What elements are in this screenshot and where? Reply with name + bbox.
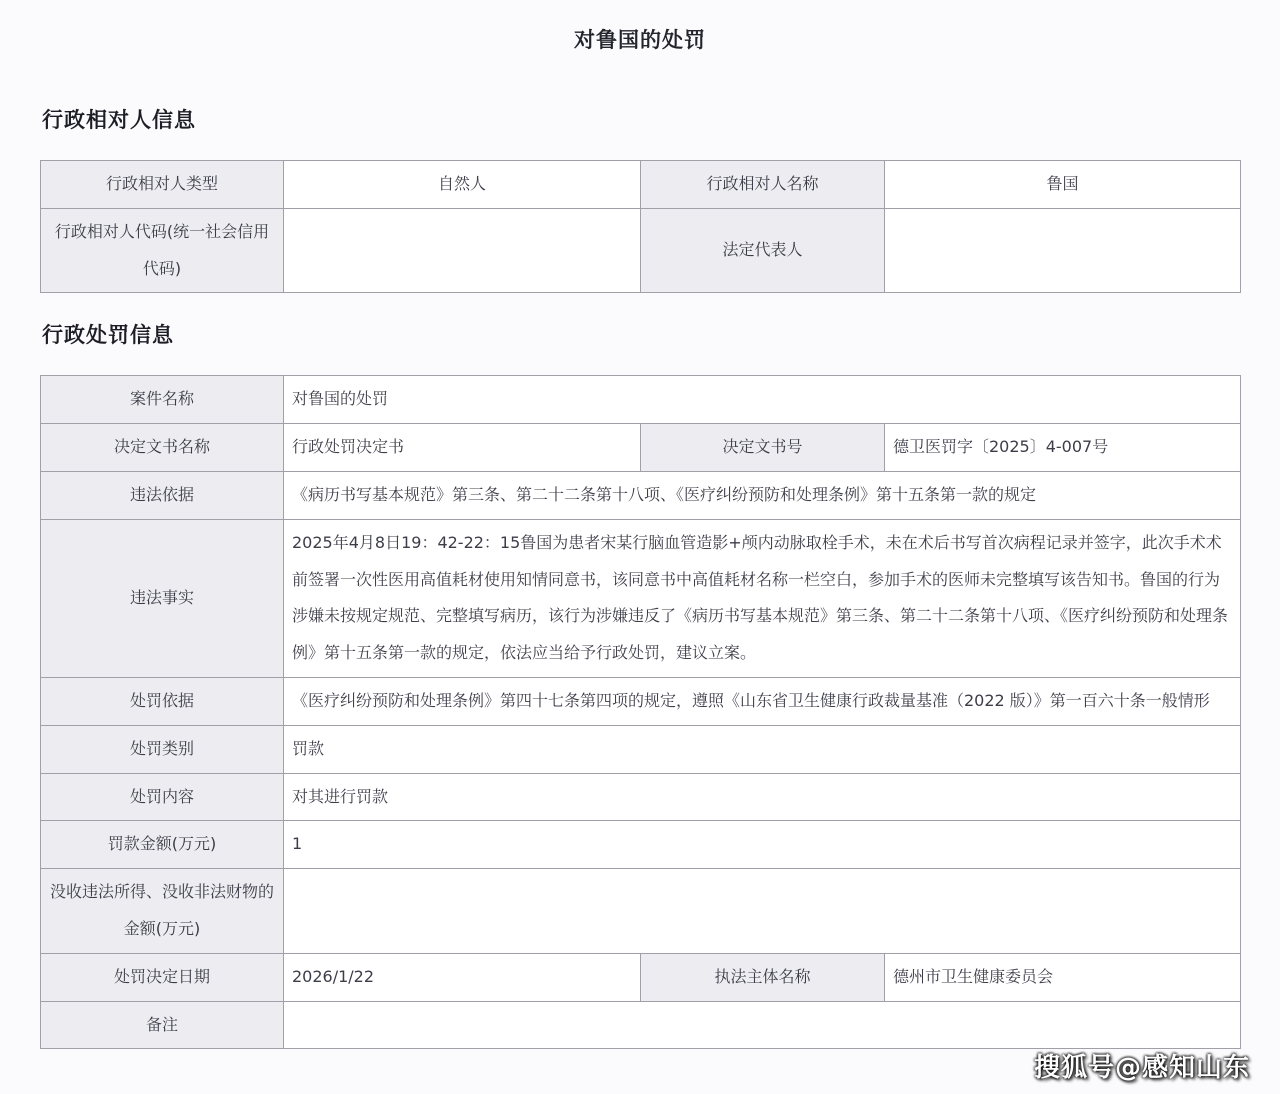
violation-basis-value: 《病历书写基本规范》第三条、第二十二条第十八项、《医疗纠纷预防和处理条例》第十五条第一款的规定 — [284, 471, 1241, 519]
entity-type-value: 自然人 — [284, 161, 641, 209]
entity-type-label: 行政相对人类型 — [41, 161, 284, 209]
confiscation-label: 没收违法所得、没收非法财物的金额(万元) — [41, 869, 284, 954]
violation-facts-label: 违法事实 — [41, 519, 284, 677]
page-title: 对鲁国的处罚 — [574, 28, 706, 52]
table-row — [41, 471, 1241, 519]
penalty-info-table — [40, 375, 1241, 1049]
decision-date-label: 处罚决定日期 — [41, 953, 284, 1001]
penalty-document-page — [40, 0, 1240, 1049]
case-name-label: 案件名称 — [41, 376, 284, 424]
table-row — [41, 376, 1241, 424]
entity-name-value: 鲁国 — [885, 161, 1241, 209]
entity-name-label: 行政相对人名称 — [641, 161, 885, 209]
table-row — [41, 869, 1241, 954]
penalty-content-value: 对其进行罚款 — [284, 773, 1241, 821]
table-row — [41, 1001, 1241, 1049]
table-row — [41, 773, 1241, 821]
entity-code-label: 行政相对人代码(统一社会信用代码) — [41, 208, 284, 293]
table-row — [41, 424, 1241, 472]
legal-representative-value — [885, 208, 1241, 293]
remarks-label: 备注 — [41, 1001, 284, 1049]
penalty-type-label: 处罚类别 — [41, 725, 284, 773]
fine-amount-value: 1 — [284, 821, 1241, 869]
penalty-content-label: 处罚内容 — [41, 773, 284, 821]
table-row — [41, 677, 1241, 725]
confiscation-value — [284, 869, 1241, 954]
section-heading-penalty: 行政处罚信息 — [42, 323, 174, 348]
table-row — [41, 519, 1241, 677]
table-row — [41, 208, 1241, 293]
decision-doc-no-label: 决定文书号 — [641, 424, 885, 472]
legal-representative-label: 法定代表人 — [641, 208, 885, 293]
table-row — [41, 953, 1241, 1001]
authority-value: 德州市卫生健康委员会 — [885, 953, 1241, 1001]
decision-doc-name-label: 决定文书名称 — [41, 424, 284, 472]
table-row — [41, 161, 1241, 209]
decision-doc-no-value: 德卫医罚字〔2025〕4-007号 — [885, 424, 1241, 472]
remarks-value — [284, 1001, 1241, 1049]
entity-code-value — [284, 208, 641, 293]
authority-label: 执法主体名称 — [641, 953, 885, 1001]
violation-basis-label: 违法依据 — [41, 471, 284, 519]
decision-doc-name-value: 行政处罚决定书 — [284, 424, 641, 472]
table-row — [41, 821, 1241, 869]
watermark: 搜狐号@感知山东 — [1033, 1053, 1250, 1083]
decision-date-value: 2026/1/22 — [284, 953, 641, 1001]
table-row — [41, 725, 1241, 773]
entity-info-table — [40, 160, 1241, 293]
penalty-type-value: 罚款 — [284, 725, 1241, 773]
case-name-value: 对鲁国的处罚 — [284, 376, 1241, 424]
penalty-basis-value: 《医疗纠纷预防和处理条例》第四十七条第四项的规定，遵照《山东省卫生健康行政裁量基准（2022 版）》第一百六十条一般情形 — [284, 677, 1241, 725]
fine-amount-label: 罚款金额(万元) — [41, 821, 284, 869]
section-heading-entity: 行政相对人信息 — [42, 108, 196, 132]
penalty-basis-label: 处罚依据 — [41, 677, 284, 725]
violation-facts-value: 2025年4月8日19：42-22：15鲁国为患者宋某行脑血管造影+颅内动脉取栓手术，未在术后书写首次病程记录并签字，此次手术术前签署一次性医用高值耗材使用知情同意书，该同意书中高值耗材名称一栏空白，参加手术的医师未完整填写该告知书。鲁国的行为涉嫌未按规定规范、完整填写病历，该行为涉嫌违反了《病历书写基本规范》第三条、第二十二条第十八项、《医疗纠纷预防和处理条例》第十五条第一款的规定，依法应当给予行政处罚，建议立案。 — [284, 519, 1241, 677]
